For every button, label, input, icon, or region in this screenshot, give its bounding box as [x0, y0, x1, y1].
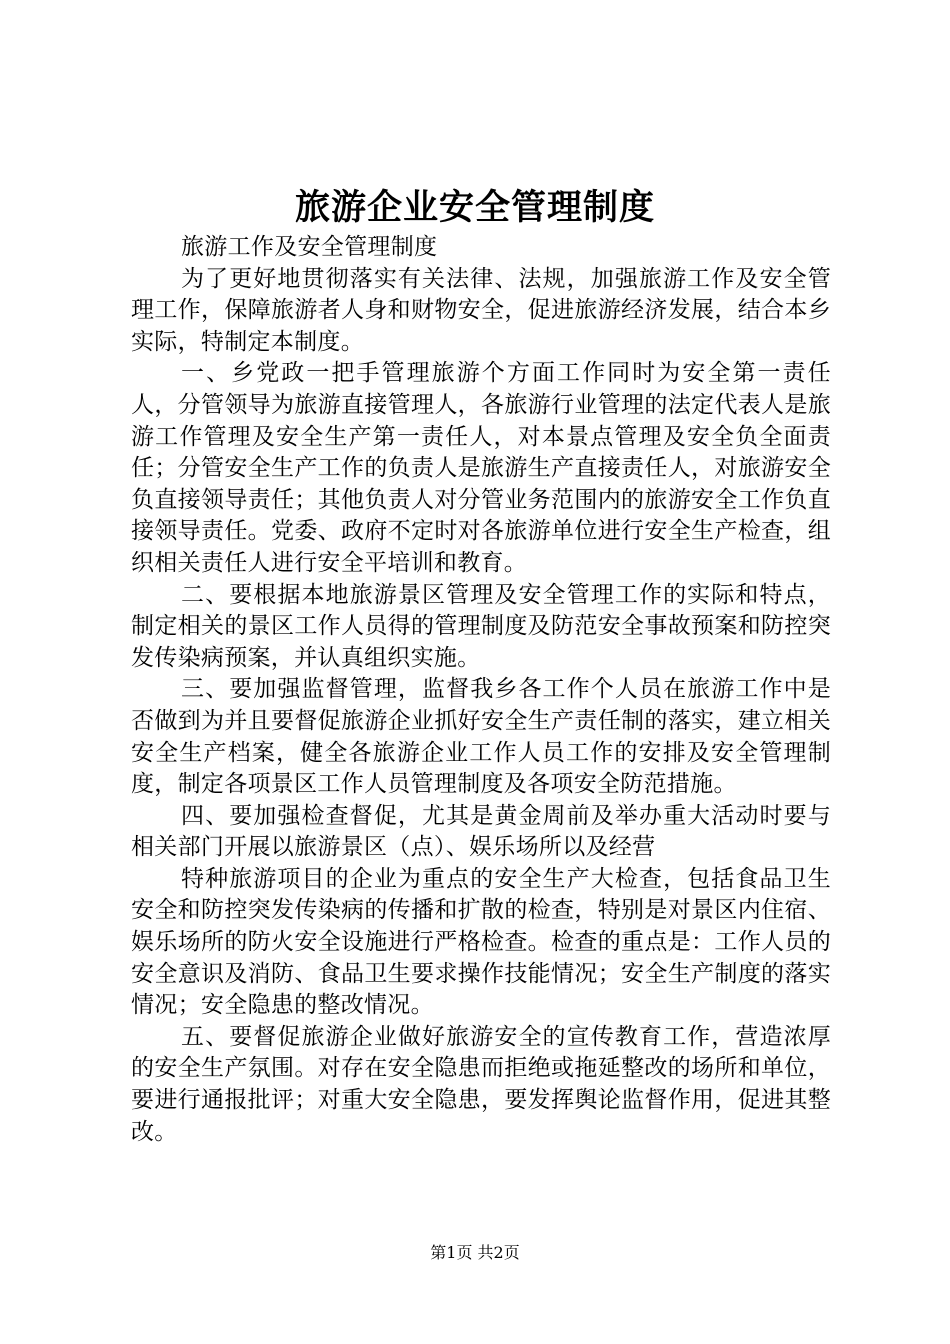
paragraph-intro: 为了更好地贯彻落实有关法律、法规，加强旅游工作及安全管理工作，保障旅游者人身和财物安全，促进旅游经济发展，结合本乡实际，特制定本制度。: [131, 265, 831, 355]
document-body: [131, 232, 831, 1148]
paragraph-item-5: 五、要督促旅游企业做好旅游安全的宣传教育工作，营造浓厚的安全生产氛围。对存在安全隐患而拒绝或拖延整改的场所和单位，要进行通报批评；对重大安全隐患，要发挥舆论监督作用，促进其整改。: [131, 1023, 831, 1145]
paragraph-item-4: 四、要加强检查督促，尤其是黄金周前及举办重大活动时要与相关部门开展以旅游景区（点）、娱乐场所以及经营: [131, 802, 831, 861]
paragraph-item-3: 三、要加强监督管理，监督我乡各工作个人员在旅游工作中是否做到为并且要督促旅游企业抓好安全生产责任制的落实，建立相关安全生产档案，健全各旅游企业工作人员工作的安排及安全管理制度，制定各项景区工作人员管理制度及各项安全防范措施。: [131, 676, 831, 798]
paragraph-heading: 旅游工作及安全管理制度: [181, 234, 438, 260]
paragraph-item-1: 一、乡党政一把手管理旅游个方面工作同时为安全第一责任人，分管领导为旅游直接管理人，各旅游行业管理的法定代表人是旅游工作管理及安全生产第一责任人，对本景点管理及安全负全面责任；分管安全生产工作的负责人是旅游生产直接责任人，对旅游安全负直接领导责任；其他负责人对分管业务范围内的旅游安全工作负直接领导责任。党委、政府不定时对各旅游单位进行安全生产检查，组织相关责任人进行安全平培训和教育。: [131, 360, 831, 576]
paragraph-item-4-continued: 特种旅游项目的企业为重点的安全生产大检查，包括食品卫生安全和防控突发传染病的传播和扩散的检查，特别是对景区内住宿、娱乐场所的防火安全设施进行严格检查。检查的重点是：工作人员的安全意识及消防、食品卫生要求操作技能情况；安全生产制度的落实情况；安全隐患的整改情况。: [131, 865, 831, 1019]
page-number-footer: 第1页 共2页: [430, 1243, 520, 1262]
document-title: 旅游企业安全管理制度: [294, 188, 655, 228]
paragraph-item-2: 二、要根据本地旅游景区管理及安全管理工作的实际和特点，制定相关的景区工作人员得的管理制度及防范安全事故预案和防控突发传染病预案，并认真组织实施。: [131, 581, 831, 671]
